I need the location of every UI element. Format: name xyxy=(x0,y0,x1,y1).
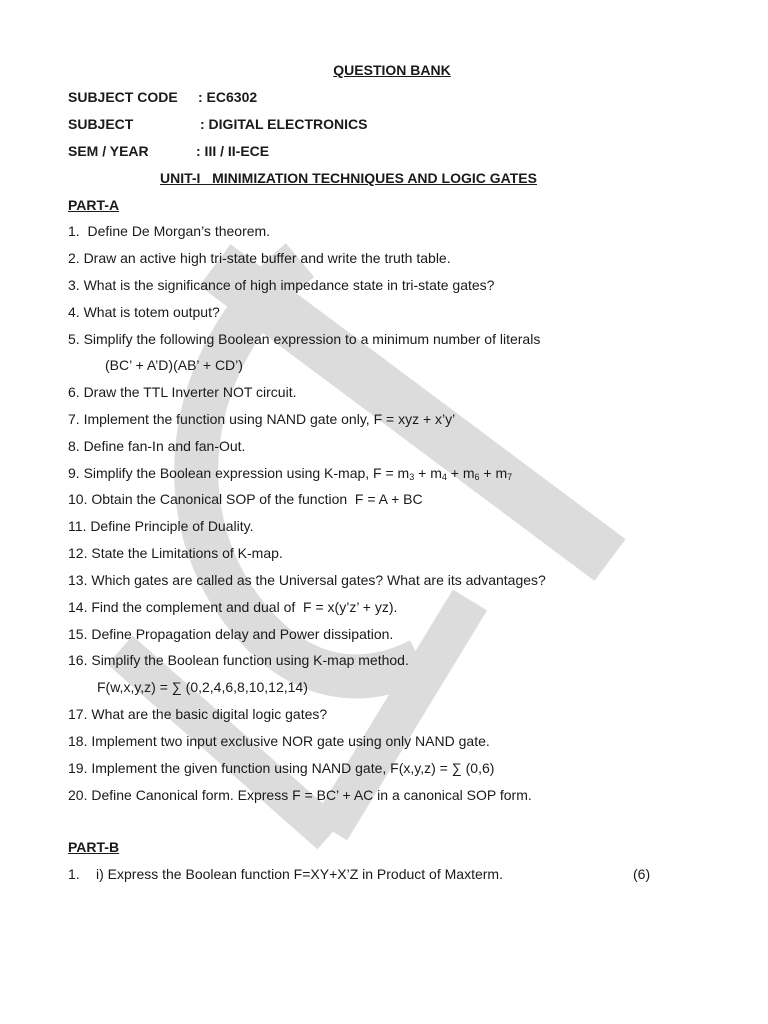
question-item: 4. What is totem output? xyxy=(68,304,220,320)
document-title: QUESTION BANK xyxy=(333,62,451,78)
question-item: 7. Implement the function using NAND gate only, F = xyz + x’y’ xyxy=(68,411,456,427)
question-item: 8. Define fan-In and fan-Out. xyxy=(68,438,246,454)
question-item: 12. State the Limitations of K-map. xyxy=(68,545,283,561)
subject-code-value: : EC6302 xyxy=(198,89,258,105)
question-text: + m xyxy=(414,465,442,481)
subscript: 3 xyxy=(409,472,415,482)
part-b-heading: PART-B xyxy=(68,839,120,855)
question-item xyxy=(68,464,512,482)
question-item: 10. Obtain the Canonical SOP of the function F = A + BC xyxy=(68,491,423,507)
question-item: 3. What is the significance of high impedance state in tri-state gates? xyxy=(68,277,495,293)
question-item: 11. Define Principle of Duality. xyxy=(68,518,254,534)
question-item: 20. Define Canonical form. Express F = BC’ + AC in a canonical SOP form. xyxy=(68,787,532,803)
subject-code-label: SUBJECT CODE xyxy=(68,89,178,105)
marks-label: (6) xyxy=(633,866,651,882)
subscript: 4 xyxy=(441,472,447,482)
subject-value: : DIGITAL ELECTRONICS xyxy=(200,116,368,132)
sem-year-row xyxy=(68,142,269,160)
boolean-expression: F(w,x,y,z) = ∑ (0,2,4,6,8,10,12,14) xyxy=(97,679,308,695)
boolean-expression: (BC’ + A’D)(AB’ + CD’) xyxy=(105,357,243,373)
question-item: 17. What are the basic digital logic gates? xyxy=(68,706,328,722)
question-text: + m xyxy=(446,465,475,481)
part-a-heading: PART-A xyxy=(68,197,120,213)
question-item: 5. Simplify the following Boolean expression to a minimum number of literals xyxy=(68,331,541,347)
question-item: 18. Implement two input exclusive NOR gate using only NAND gate. xyxy=(68,733,490,749)
sem-year-label: SEM / YEAR xyxy=(68,143,149,159)
question-item: 2. Draw an active high tri-state buffer and write the truth table. xyxy=(68,250,451,266)
subscript: 6 xyxy=(474,472,480,482)
question-item: 14. Find the complement and dual of F = x(y’z’ + yz). xyxy=(68,599,398,615)
question-text: + m xyxy=(479,465,508,481)
question-text: 9. Simplify the Boolean expression using K-map, F = m xyxy=(68,465,410,481)
question-item: 13. Which gates are called as the Universal gates? What are its advantages? xyxy=(68,572,546,588)
subject-code-row xyxy=(68,88,257,106)
question-item: 1. Define De Morgan’s theorem. xyxy=(68,223,271,239)
part-b-question-number: 1. xyxy=(68,866,80,882)
sem-year-value: : III / II-ECE xyxy=(196,143,270,159)
question-item: 19. Implement the given function using NAND gate, F(x,y,z) = ∑ (0,6) xyxy=(68,760,495,776)
question-item: 15. Define Propagation delay and Power dissipation. xyxy=(68,626,394,642)
subscript: 7 xyxy=(507,472,513,482)
subject-label: SUBJECT xyxy=(68,116,134,132)
question-item: 6. Draw the TTL Inverter NOT circuit. xyxy=(68,384,297,400)
question-item: 16. Simplify the Boolean function using K-map method. xyxy=(68,652,409,668)
subject-row xyxy=(68,115,367,133)
part-b-question-text: i) Express the Boolean function F=XY+X’Z in Product of Maxterm. xyxy=(96,866,503,882)
unit-title: UNIT-I MINIMIZATION TECHNIQUES AND LOGIC GATES xyxy=(160,170,537,186)
